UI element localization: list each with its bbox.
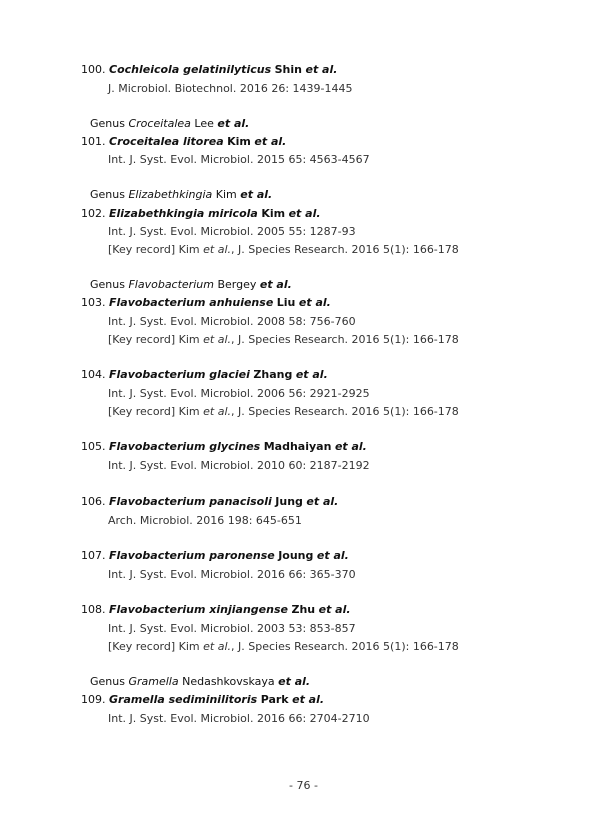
entry-number: 107.	[81, 549, 106, 562]
genus-name: Gramella	[128, 675, 179, 688]
reference: Arch. Microbiol. 2016 198: 645-651	[108, 514, 302, 527]
genus-heading-flavobacterium	[90, 278, 292, 292]
et-al: et al.	[217, 117, 250, 130]
entry-number: 109.	[81, 693, 106, 706]
entry-number: 106.	[81, 495, 106, 508]
genus-name: Flavobacterium	[128, 278, 214, 291]
species-name: Flavobacterium anhuiense	[109, 296, 274, 309]
et-al: et al.	[318, 603, 351, 616]
et-al: et al.	[334, 440, 367, 453]
key-record	[108, 640, 459, 654]
et-al: et al.	[288, 207, 321, 220]
genus-author: Nedashkovskaya	[182, 675, 275, 688]
reference: Int. J. Syst. Evol. Microbiol. 2016 66: 2704-2710	[108, 712, 370, 725]
species-name: Flavobacterium panacisoli	[109, 495, 272, 508]
species-name: Flavobacterium paronense	[109, 549, 275, 562]
genus-author: Lee	[194, 117, 214, 130]
page-number: - 76 -	[289, 779, 318, 792]
author: Madhaiyan	[263, 440, 332, 453]
genus-name: Croceitalea	[128, 117, 191, 130]
species-entry-104	[81, 368, 328, 382]
species-entry-100	[81, 63, 337, 77]
key-record-prefix: [Key record] Kim	[108, 333, 200, 346]
et-al: et al.	[203, 243, 232, 256]
species-name: Flavobacterium glaciei	[109, 368, 250, 381]
et-al: et al.	[292, 693, 325, 706]
key-record-prefix: [Key record] Kim	[108, 243, 200, 256]
author: Kim	[227, 135, 251, 148]
et-al: et al.	[298, 296, 331, 309]
species-name: Flavobacterium xinjiangense	[109, 603, 288, 616]
author: Zhu	[291, 603, 316, 616]
et-al: et al.	[305, 63, 338, 76]
et-al: et al.	[316, 549, 349, 562]
key-record-rest: , J. Species Research. 2016 5(1): 166-178	[231, 243, 459, 256]
entry-number: 101.	[81, 135, 106, 148]
species-entry-107	[81, 549, 349, 563]
species-name: Gramella sediminilitoris	[109, 693, 258, 706]
key-record	[108, 243, 459, 257]
genus-author: Bergey	[217, 278, 257, 291]
genus-author: Kim	[215, 188, 237, 201]
genus-heading-croceitalea	[90, 117, 249, 131]
entry-number: 103.	[81, 296, 106, 309]
genus-prefix: Genus	[90, 675, 125, 688]
species-name: Cochleicola gelatinilyticus	[109, 63, 272, 76]
reference: Int. J. Syst. Evol. Microbiol. 2003 53: 853-857	[108, 622, 356, 635]
entry-number: 104.	[81, 368, 106, 381]
species-entry-105	[81, 440, 367, 454]
et-al: et al.	[203, 640, 232, 653]
author: Zhang	[253, 368, 293, 381]
key-record-prefix: [Key record] Kim	[108, 640, 200, 653]
et-al: et al.	[254, 135, 287, 148]
genus-heading-elizabethkingia	[90, 188, 272, 202]
et-al: et al.	[203, 405, 232, 418]
et-al: et al.	[203, 333, 232, 346]
et-al: et al.	[240, 188, 273, 201]
author: Shin	[274, 63, 302, 76]
key-record-rest: , J. Species Research. 2016 5(1): 166-178	[231, 333, 459, 346]
species-entry-103	[81, 296, 331, 310]
species-entry-108	[81, 603, 351, 617]
reference: J. Microbiol. Biotechnol. 2016 26: 1439-1445	[108, 82, 353, 95]
entry-number: 102.	[81, 207, 106, 220]
reference: Int. J. Syst. Evol. Microbiol. 2016 66: 365-370	[108, 568, 356, 581]
entry-number: 108.	[81, 603, 106, 616]
genus-prefix: Genus	[90, 278, 125, 291]
author: Jung	[275, 495, 303, 508]
reference: Int. J. Syst. Evol. Microbiol. 2008 58: 756-760	[108, 315, 356, 328]
species-entry-102	[81, 207, 321, 221]
species-entry-101	[81, 135, 286, 149]
key-record	[108, 333, 459, 347]
author: Liu	[276, 296, 296, 309]
et-al: et al.	[259, 278, 292, 291]
species-name: Elizabethkingia miricola	[109, 207, 258, 220]
key-record-rest: , J. Species Research. 2016 5(1): 166-178	[231, 640, 459, 653]
reference: Int. J. Syst. Evol. Microbiol. 2015 65: 4563-4567	[108, 153, 370, 166]
reference: Int. J. Syst. Evol. Microbiol. 2010 60: 2187-2192	[108, 459, 370, 472]
genus-prefix: Genus	[90, 188, 125, 201]
key-record	[108, 405, 459, 419]
genus-name: Elizabethkingia	[128, 188, 213, 201]
et-al: et al.	[295, 368, 328, 381]
entry-number: 100.	[81, 63, 106, 76]
et-al: et al.	[306, 495, 339, 508]
species-entry-109	[81, 693, 324, 707]
species-entry-106	[81, 495, 338, 509]
key-record-rest: , J. Species Research. 2016 5(1): 166-178	[231, 405, 459, 418]
species-name: Croceitalea litorea	[109, 135, 224, 148]
et-al: et al.	[278, 675, 311, 688]
species-name: Flavobacterium glycines	[109, 440, 261, 453]
genus-heading-gramella	[90, 675, 310, 689]
key-record-prefix: [Key record] Kim	[108, 405, 200, 418]
author: Joung	[278, 549, 314, 562]
genus-prefix: Genus	[90, 117, 125, 130]
author: Park	[260, 693, 289, 706]
reference: Int. J. Syst. Evol. Microbiol. 2005 55: 1287-93	[108, 225, 356, 238]
reference: Int. J. Syst. Evol. Microbiol. 2006 56: 2921-2925	[108, 387, 370, 400]
author: Kim	[261, 207, 286, 220]
entry-number: 105.	[81, 440, 106, 453]
